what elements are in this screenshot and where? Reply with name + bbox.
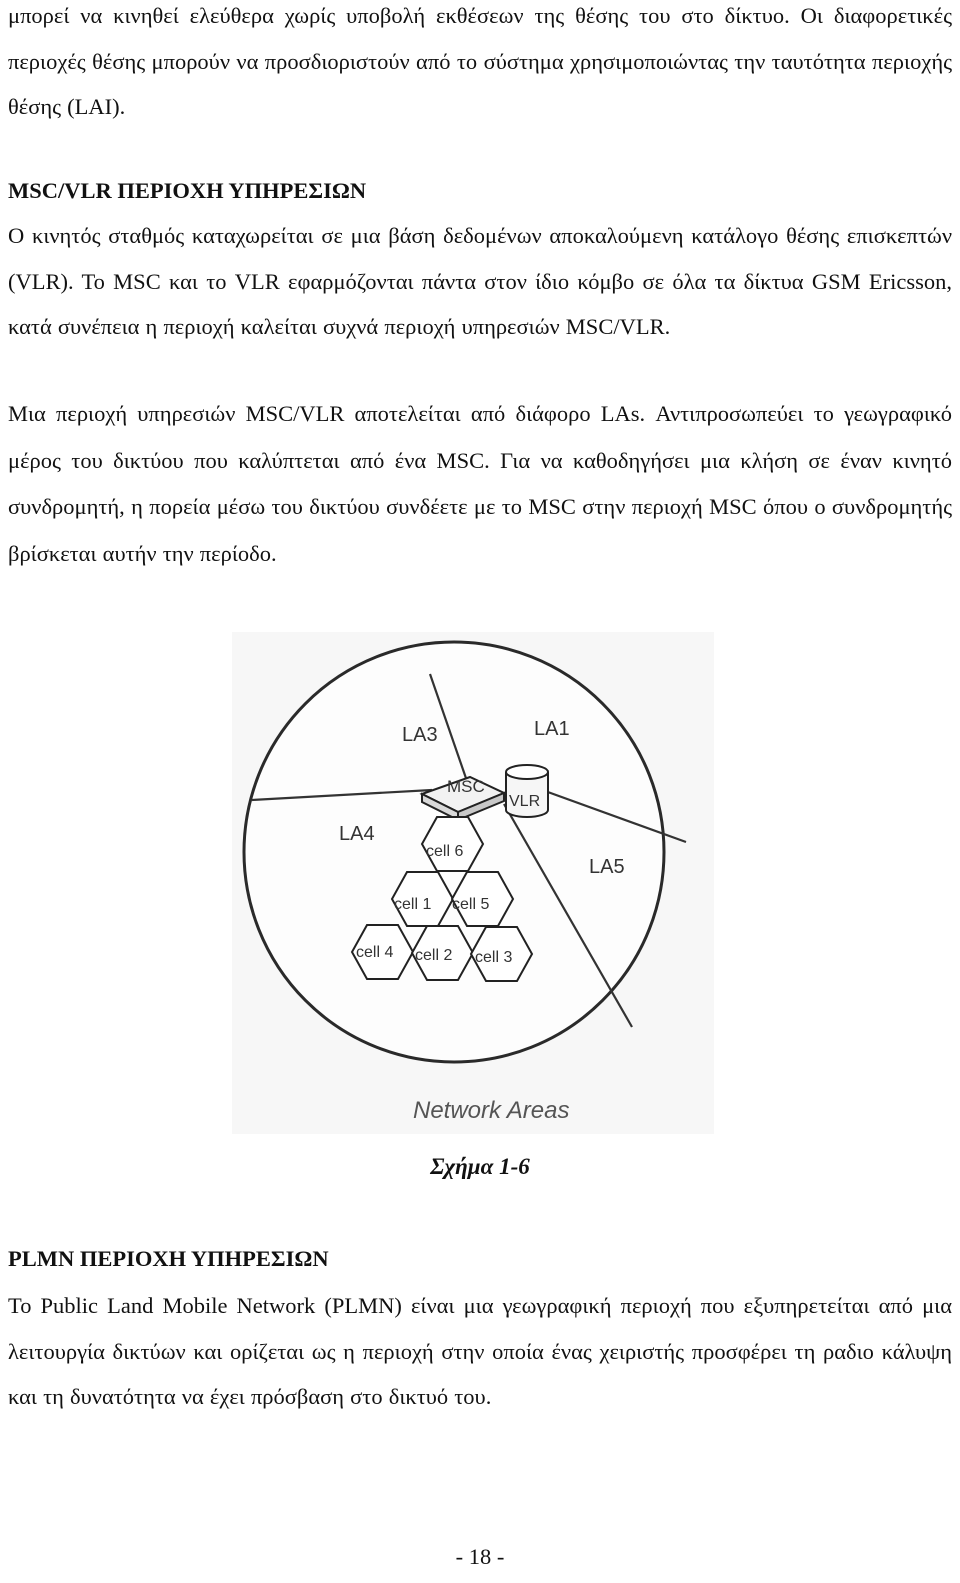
cell-5-label: cell 5 — [452, 896, 490, 913]
cell-2-label: cell 2 — [415, 947, 453, 964]
plmn-paragraph: Το Public Land Mobile Network (PLMN) είναι μια γεωγραφική περιοχή που εξυπηρετείται από μια λειτουργία δικτύων και ορίζεται ως η περιοχή στην οποία ένας χειριστής προσφέρει τη ραδιο κάλυψη και τη δυνατότητα να έχει πρόσβαση στο δικτυό του. — [8, 1293, 952, 1409]
network-areas-diagram — [232, 632, 714, 1134]
la4-label: LA4 — [339, 823, 375, 845]
la5-label: LA5 — [589, 856, 625, 878]
page-number: - 18 - — [455, 1544, 505, 1569]
cell-1-label: cell 1 — [394, 896, 432, 913]
cell-6-label: cell 6 — [426, 843, 464, 860]
cell-4-label: cell 4 — [356, 944, 394, 961]
intro-paragraph: μπορεί να κινηθεί ελεύθερα χωρίς υποβολή εκθέσεων της θέσης του στο δίκτυο. Οι διαφορετικές περιοχές θέσης μπορούν να προσδιοριστούν από το σύστημα χρησιμοποιώντας την ταυτότητα περιοχής θέσης (LAI). — [8, 3, 952, 119]
network-areas-title: Network Areas — [413, 1097, 570, 1124]
msc-vlr-heading: MSC/VLR ΠΕΡΙΟΧΗ ΥΠΗΡΕΣΙΩΝ — [8, 178, 367, 203]
la1-label: LA1 — [534, 718, 570, 740]
network-areas-figure — [232, 632, 714, 1134]
la3-label: LA3 — [402, 724, 438, 746]
plmn-heading: PLMN ΠΕΡΙΟΧΗ ΥΠΗΡΕΣΙΩΝ — [8, 1246, 329, 1271]
vlr-label: VLR — [509, 793, 541, 810]
figure-caption: Σχήμα 1-6 — [430, 1154, 530, 1179]
vlr-database-icon — [506, 765, 548, 817]
msc-vlr-paragraph-1: Ο κινητός σταθμός καταχωρείται σε μια βάση δεδομένων αποκαλούμενη κατάλογο θέσης επισκεπτών (VLR). Το MSC και το VLR εφαρμόζονται πάντα στον ίδιο κόμβο σε όλα τα δίκτυα GSM Ericsson, κατά συνέπεια η περιοχή καλείται συχνά περιοχή υπηρεσιών MSC/VLR. — [8, 223, 952, 339]
cell-3-label: cell 3 — [475, 949, 513, 966]
msc-label: MSC — [447, 777, 485, 796]
msc-vlr-paragraph-2: Μια περιοχή υπηρεσιών MSC/VLR αποτελείται από διάφορο LAs. Αντιπροσωπεύει το γεωγραφικό μέρος του δικτύου που καλύπτεται από ένα MSC. Για να καθοδηγήσει μια κλήση σε έναν κινητό συνδρομητή, η πορεία μέσω του δικτύου συνδέετε με το MSC στην περιοχή MSC όπου ο συνδρομητής βρίσκεται αυτήν την περίοδο. — [8, 401, 952, 566]
